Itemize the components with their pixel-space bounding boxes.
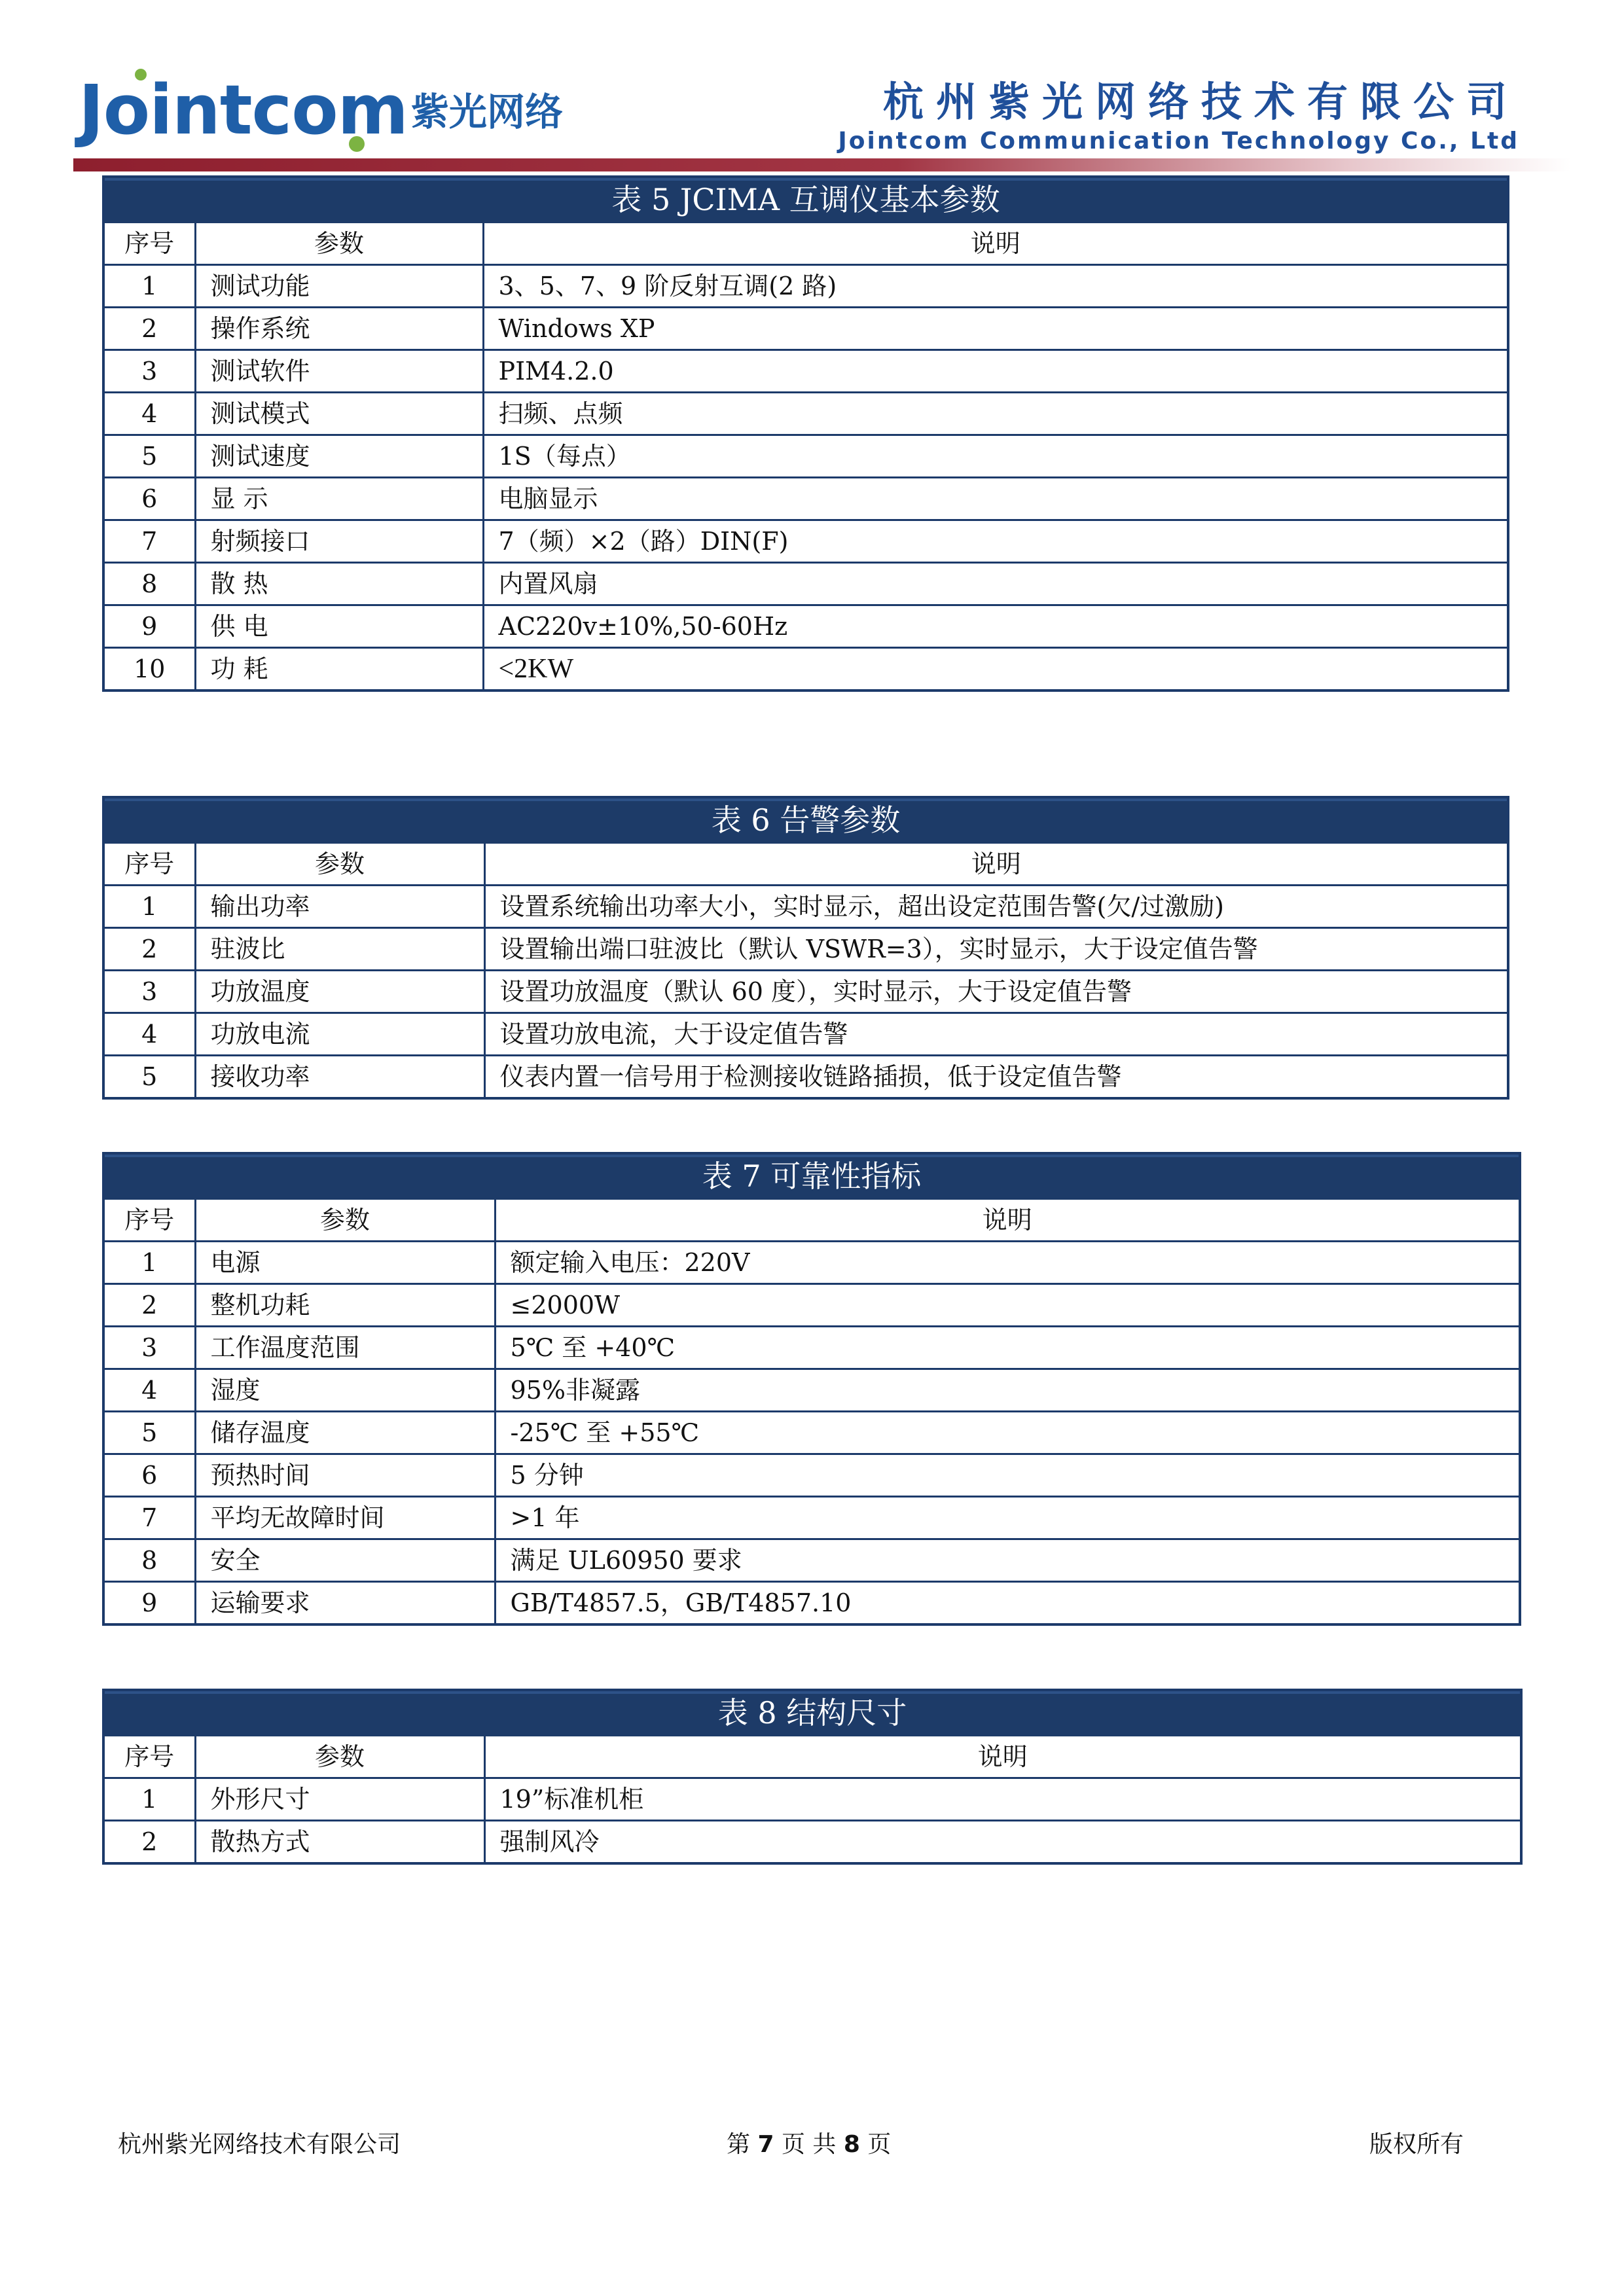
row-param: 储存温度	[195, 1412, 495, 1454]
row-index: 5	[103, 1056, 195, 1099]
table-5-basic-params	[102, 175, 1509, 692]
row-index: 7	[103, 1497, 195, 1539]
row-param: 测试模式	[195, 393, 483, 435]
row-param: 测试软件	[195, 350, 483, 393]
table-title-row	[103, 1153, 1520, 1199]
header-param: 参数	[195, 1199, 495, 1242]
table-title: 表 8 结构尺寸	[103, 1690, 1521, 1736]
table-6-alarm-params	[102, 796, 1509, 1100]
row-param: 测试功能	[195, 265, 483, 308]
company-name-cn: 杭州紫光网络技术有限公司	[882, 78, 1519, 126]
page-mid: 页 共	[781, 2131, 837, 2158]
table-row	[103, 563, 1508, 605]
table-7-reliability	[102, 1152, 1521, 1626]
logo-chinese-name: 紫光网络	[411, 90, 564, 134]
row-desc: 95%非凝露	[495, 1369, 1520, 1412]
row-param: 湿度	[195, 1369, 495, 1412]
footer-page-number	[727, 2130, 891, 2159]
row-index: 2	[103, 1284, 195, 1327]
header-desc: 说明	[483, 223, 1508, 265]
row-param: 操作系统	[195, 308, 483, 350]
header-index: 序号	[103, 1199, 195, 1242]
table-row	[103, 1327, 1520, 1369]
row-index: 6	[103, 1454, 195, 1497]
row-index: 5	[103, 1412, 195, 1454]
row-param: 功放电流	[195, 1013, 484, 1056]
row-desc: 内置风扇	[483, 563, 1508, 605]
row-desc: >1 年	[495, 1497, 1520, 1539]
footer-company: 杭州紫光网络技术有限公司	[118, 2131, 401, 2158]
row-desc: 设置输出端口驻波比（默认 VSWR=3），实时显示，大于设定值告警	[484, 928, 1508, 971]
row-param: 电源	[195, 1242, 495, 1284]
table-row	[103, 1013, 1508, 1056]
row-index: 4	[103, 1369, 195, 1412]
logo-text: Jointcom	[79, 70, 408, 150]
row-param: 外形尺寸	[195, 1778, 484, 1821]
header-divider-bar	[73, 158, 1571, 171]
table-row	[103, 265, 1508, 308]
row-desc: 电脑显示	[483, 478, 1508, 520]
row-desc: 满足 UL60950 要求	[495, 1539, 1520, 1582]
table-row	[103, 1497, 1520, 1539]
row-desc: 5 分钟	[495, 1454, 1520, 1497]
row-index: 9	[103, 1582, 195, 1625]
table-title-row	[103, 797, 1508, 843]
row-param: 测试速度	[195, 435, 483, 478]
header-param: 参数	[195, 843, 484, 886]
header-index: 序号	[103, 1736, 195, 1778]
row-index: 1	[103, 1242, 195, 1284]
row-param: 整机功耗	[195, 1284, 495, 1327]
table-row	[103, 928, 1508, 971]
table-title: 表 6 告警参数	[103, 797, 1508, 843]
table-row	[103, 1284, 1520, 1327]
table-header-row	[103, 1736, 1521, 1778]
company-logo	[79, 65, 602, 157]
row-param: 平均无故障时间	[195, 1497, 495, 1539]
row-index: 8	[103, 1539, 195, 1582]
table-row	[103, 478, 1508, 520]
row-index: 3	[103, 1327, 195, 1369]
row-param: 输出功率	[195, 886, 484, 928]
table-title-row	[103, 1690, 1521, 1736]
row-index: 9	[103, 605, 195, 648]
row-index: 6	[103, 478, 195, 520]
row-desc: 5℃ 至 +40℃	[495, 1327, 1520, 1369]
page-current: 7	[757, 2131, 774, 2158]
row-index: 4	[103, 1013, 195, 1056]
row-desc: GB/T4857.5，GB/T4857.10	[495, 1582, 1520, 1625]
row-param: 安全	[195, 1539, 495, 1582]
row-index: 10	[103, 648, 195, 691]
table-row	[103, 1582, 1520, 1625]
row-param: 功放温度	[195, 971, 484, 1013]
table-8-dimensions	[102, 1689, 1523, 1865]
page-footer	[0, 2130, 1624, 2170]
row-desc: 1S（每点）	[483, 435, 1508, 478]
row-desc: 额定输入电压：220V	[495, 1242, 1520, 1284]
table-row	[103, 308, 1508, 350]
row-desc: 设置系统输出功率大小，实时显示，超出设定范围告警(欠/过激励)	[484, 886, 1508, 928]
header-desc: 说明	[484, 843, 1508, 886]
row-index: 5	[103, 435, 195, 478]
row-index: 8	[103, 563, 195, 605]
row-desc: -25℃ 至 +55℃	[495, 1412, 1520, 1454]
table-row	[103, 1778, 1521, 1821]
row-index: 7	[103, 520, 195, 563]
table-row	[103, 1056, 1508, 1099]
table-row	[103, 1412, 1520, 1454]
row-index: 2	[103, 928, 195, 971]
row-desc: 3、5、7、9 阶反射互调(2 路)	[483, 265, 1508, 308]
table-header-row	[103, 1199, 1520, 1242]
row-param: 预热时间	[195, 1454, 495, 1497]
row-param: 散 热	[195, 563, 483, 605]
row-desc: AC220v±10%,50-60Hz	[483, 605, 1508, 648]
row-index: 3	[103, 350, 195, 393]
table-title: 表 5 JCIMA 互调仪基本参数	[103, 177, 1508, 223]
table-row	[103, 393, 1508, 435]
table-row	[103, 1369, 1520, 1412]
table-row	[103, 605, 1508, 648]
row-param: 散热方式	[195, 1821, 484, 1864]
row-desc: 仪表内置一信号用于检测接收链路插损，低于设定值告警	[484, 1056, 1508, 1099]
row-desc: PIM4.2.0	[483, 350, 1508, 393]
table-row	[103, 886, 1508, 928]
page-header	[0, 0, 1624, 177]
table-row	[103, 648, 1508, 691]
row-param: 功 耗	[195, 648, 483, 691]
row-desc: <2KW	[483, 648, 1508, 691]
table-row	[103, 1454, 1520, 1497]
table-row	[103, 350, 1508, 393]
company-name-en: Jointcom Communication Technology Co., Ltd	[838, 128, 1519, 154]
row-desc: 19”标准机柜	[484, 1778, 1521, 1821]
row-index: 1	[103, 265, 195, 308]
table-title: 表 7 可靠性指标	[103, 1153, 1520, 1199]
table-row	[103, 520, 1508, 563]
page-suffix: 页	[867, 2131, 892, 2158]
row-desc: 设置功放电流，大于设定值告警	[484, 1013, 1508, 1056]
row-index: 2	[103, 1821, 195, 1864]
row-desc: ≤2000W	[495, 1284, 1520, 1327]
row-index: 2	[103, 308, 195, 350]
row-index: 1	[103, 1778, 195, 1821]
header-param: 参数	[195, 1736, 484, 1778]
row-desc: 设置功放温度（默认 60 度），实时显示，大于设定值告警	[484, 971, 1508, 1013]
table-header-row	[103, 223, 1508, 265]
row-desc: 扫频、点频	[483, 393, 1508, 435]
row-param: 运输要求	[195, 1582, 495, 1625]
header-desc: 说明	[484, 1736, 1521, 1778]
header-desc: 说明	[495, 1199, 1520, 1242]
table-row	[103, 1242, 1520, 1284]
row-param: 射频接口	[195, 520, 483, 563]
page-prefix: 第	[727, 2131, 751, 2158]
row-index: 1	[103, 886, 195, 928]
row-param: 接收功率	[195, 1056, 484, 1099]
row-desc: Windows XP	[483, 308, 1508, 350]
page-total: 8	[843, 2131, 860, 2158]
row-index: 4	[103, 393, 195, 435]
table-title-row	[103, 177, 1508, 223]
table-row	[103, 1539, 1520, 1582]
header-index: 序号	[103, 223, 195, 265]
row-desc: 7（频）×2（路）DIN(F)	[483, 520, 1508, 563]
footer-copyright: 版权所有	[1369, 2131, 1464, 2158]
header-param: 参数	[195, 223, 483, 265]
row-index: 3	[103, 971, 195, 1013]
table-row	[103, 971, 1508, 1013]
row-param: 供 电	[195, 605, 483, 648]
header-index: 序号	[103, 843, 195, 886]
row-param: 工作温度范围	[195, 1327, 495, 1369]
row-param: 驻波比	[195, 928, 484, 971]
table-row	[103, 435, 1508, 478]
row-desc: 强制风冷	[484, 1821, 1521, 1864]
row-param: 显 示	[195, 478, 483, 520]
table-header-row	[103, 843, 1508, 886]
table-row	[103, 1821, 1521, 1864]
